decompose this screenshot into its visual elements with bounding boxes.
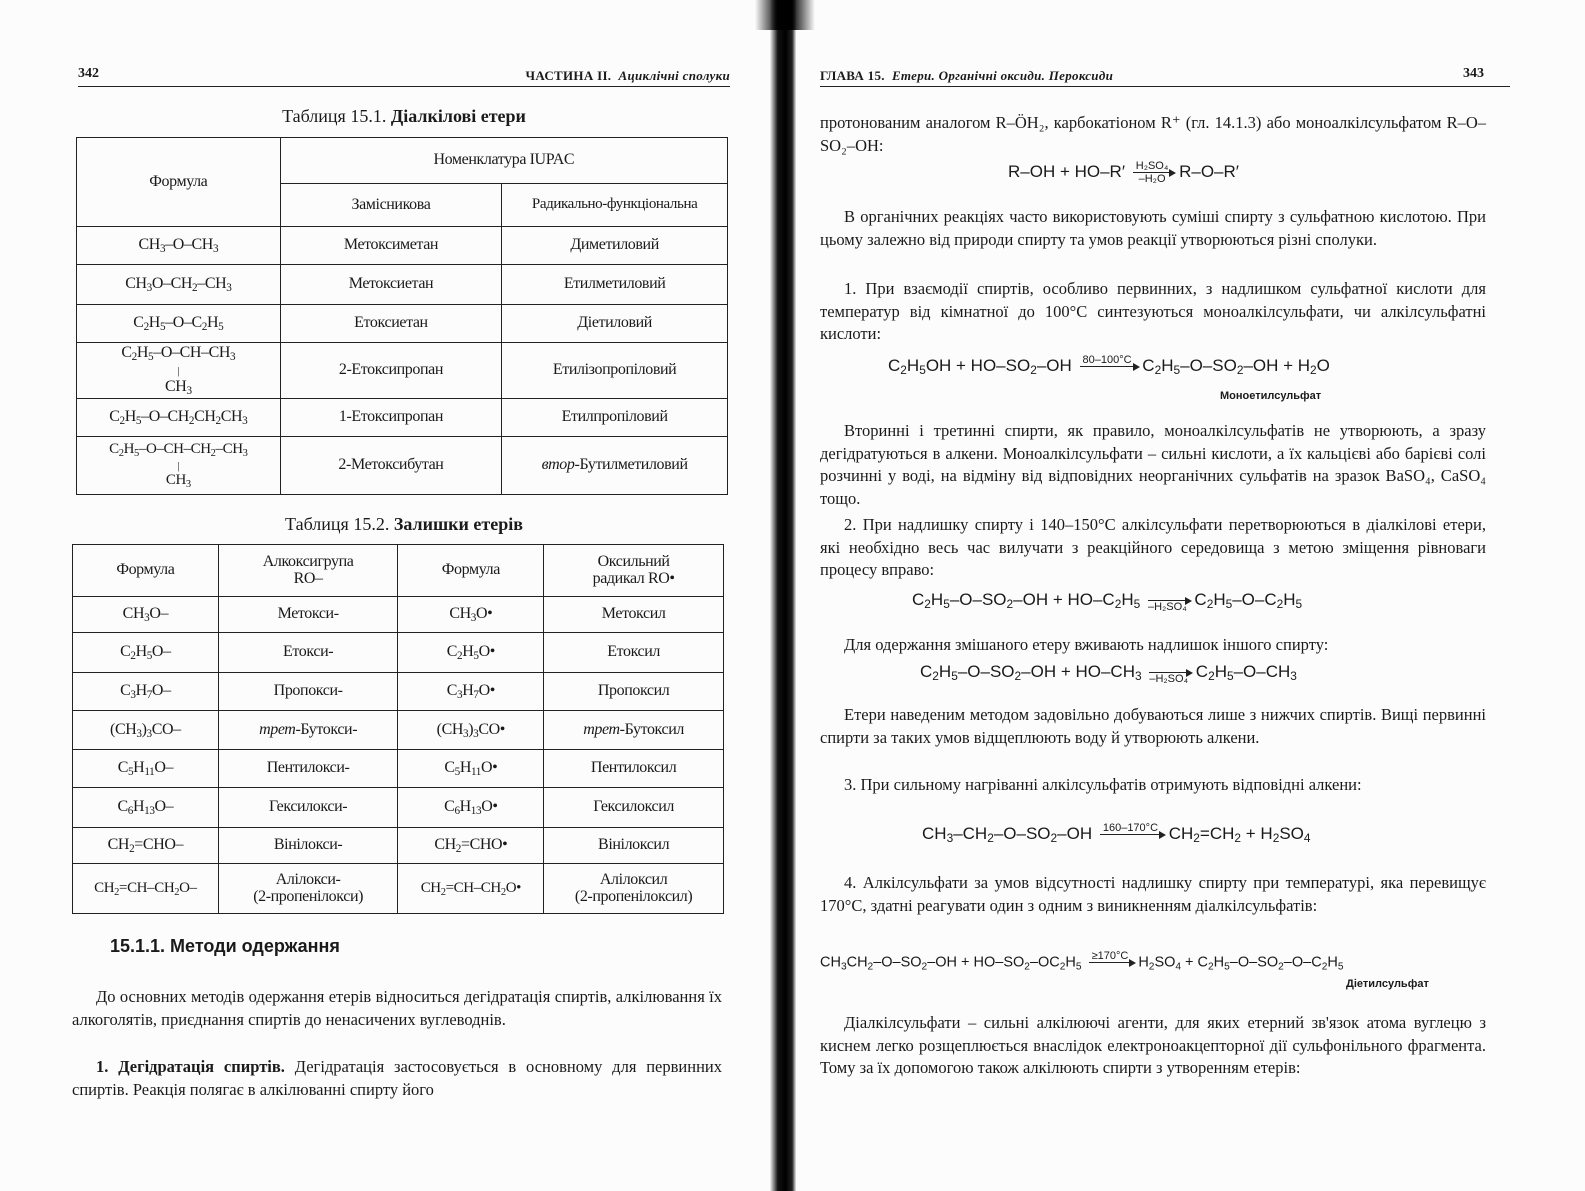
table1-header-substitutive: Замісникова <box>280 184 502 227</box>
table-row <box>77 305 728 343</box>
table-row <box>77 437 728 495</box>
formula-cell: $CH_3O-CH_2-CH_3$ <box>77 265 281 305</box>
radical-cell: Етилізопропіловий <box>502 343 728 399</box>
oxyl-cell: Вінілоксил <box>544 828 724 864</box>
paragraph-intro: протонованим аналогом R–ÖH₂, карбокатіоном R⁺ (гл. 14.1.3) або моноалкілсульфатом R–O–SO₂–OH: <box>820 113 1486 155</box>
formula-cell: $C_3H_7O-$ <box>73 673 219 711</box>
alkoxy-cell: Вінілокси- <box>218 828 398 864</box>
formula-cell: $(CH_3)_3CO•$ <box>398 711 544 750</box>
reaction-arrow: 80–100°С <box>1080 354 1135 379</box>
table-row <box>73 633 724 673</box>
running-head-left <box>78 64 730 87</box>
table-row <box>73 828 724 864</box>
substitutive-cell: Етоксиетан <box>280 305 502 343</box>
alkoxy-cell: Пропокси- <box>218 673 398 711</box>
table-row <box>73 597 724 633</box>
formula-cell: $CH_3O-$ <box>73 597 219 633</box>
oxyl-cell: Алілоксил (2-пропенілоксил) <box>544 864 724 914</box>
formula-cell: $C_2H_5-O-CH_2CH_2CH_3$ <box>77 399 281 437</box>
alkoxy-cell: Пентилокси- <box>218 750 398 788</box>
substitutive-cell: 1-Етоксипропан <box>280 399 502 437</box>
table1-header-nomenclature: Номенклатура IUPAC <box>280 138 727 184</box>
running-head-right <box>820 64 1510 87</box>
oxyl-cell: Пентилоксил <box>544 750 724 788</box>
oxyl-cell: Етоксил <box>544 633 724 673</box>
formula-cell: $C_5H_{11}O•$ <box>398 750 544 788</box>
table-row <box>73 750 724 788</box>
table-row <box>73 788 724 828</box>
oxyl-cell: Пропоксил <box>544 673 724 711</box>
table-ether-residues <box>72 544 724 914</box>
table2-header-formula: Формула <box>73 545 219 597</box>
alkoxy-cell: Гексилокси- <box>218 788 398 828</box>
table2-caption: Таблиця 15.2. Залишки етерів <box>285 514 523 534</box>
substitutive-cell: 2-Метоксибутан <box>280 437 502 495</box>
running-head-title-left: ЧАСТИНА II. Ациклічні сполуки <box>525 68 730 83</box>
oxyl-cell: Гексилоксил <box>544 788 724 828</box>
reaction-arrow: –H₂SO₄ <box>1148 588 1187 613</box>
paragraph-mixed: Для одержання змішаного етеру вживають надлишок іншого спирту: <box>844 635 1329 654</box>
running-head-title-right: ГЛАВА 15. Етери. Органічні оксиди. Пероксиди <box>820 68 1114 83</box>
intro-paragraph: До основних методів одержання етерів відноситься дегідратація спиртів, алкілювання їх алкоголятів, приєднання спиртів до ненасичених вуглеводнів. <box>72 987 722 1029</box>
table1-header-radical: Радикально-функціональна <box>502 184 728 227</box>
equation-5: $CH_3-CH_2-O-SO_2-OH$ 160–170°С $CH_2=CH_2 + H_2SO_4$ <box>922 822 1311 847</box>
right-page <box>800 0 1585 1191</box>
formula-cell: $(CH_3)_3CO-$ <box>73 711 219 750</box>
formula-cell: $C_5H_{11}O-$ <box>73 750 219 788</box>
formula-cell: $CH_2=CHO•$ <box>398 828 544 864</box>
item1-paragraph: 1. Дегідратація спиртів. Дегідратація застосовується в основному для первинних спиртів. Реакція полягає в алкілюванні спирту його <box>72 1057 722 1099</box>
note-monoethylsulfate: Моноетилсульфат <box>1220 390 1322 402</box>
radical-cell: Етилметиловий <box>502 265 728 305</box>
table-row <box>73 711 724 750</box>
paragraph-mix: В органічних реакціях часто використовують суміші спирту з сульфатною кислотою. При цьому залежно від природи спирту та умов реакції утворюються різні сполуки. <box>820 207 1486 249</box>
table2-header-oxyl: Оксильний радикал RO• <box>544 545 724 597</box>
paragraph-dialkyl: Діалкілсульфати – сильні алкілюючі агенти, для яких етерний зв'язок атома вуглецю з киснем легко розщеплюється внаслідок електроноакцепторної дії сульфонільного фрагмента. Тому за їх допомогою також алкілюють спирти з утворенням етерів: <box>820 1013 1486 1077</box>
substitutive-cell: Метоксиетан <box>280 265 502 305</box>
paragraph-2: 2. При надлишку спирту і 140–150°С алкілсульфати перетворюються в діалкілові етери, які необхідно весь час вилучати з реакційного середовища з метою зміщення рівноваги процесу вправо: <box>820 515 1486 579</box>
reaction-arrow: –H₂SO₄ <box>1149 660 1188 685</box>
equation-2: $C_2H_5OH + HO-SO_2-OH$ 80–100°С $C_2H_5-O-SO_2-OH + H_2O$ <box>888 354 1330 379</box>
alkoxy-cell: трет-Бутокси- <box>218 711 398 750</box>
table-row <box>73 673 724 711</box>
formula-cell: $C_6H_{13}O•$ <box>398 788 544 828</box>
formula-cell: $C_2H_5-O-CH-CH_2-CH_3$ | $CH_3$ <box>77 437 281 495</box>
equation-6: $CH_3CH_2-O-SO_2-OH + HO-SO_2-OC_2H_5$ ≥170°С $H_2SO_4 + C_2H_5-O-SO_2-O-C_2H_5$ <box>820 950 1343 975</box>
formula-cell: $C_2H_5O•$ <box>398 633 544 673</box>
table1-header-formula: Формула <box>77 138 281 227</box>
page-number-right: 343 <box>1463 66 1484 81</box>
radical-cell: Диметиловий <box>502 227 728 265</box>
reaction-arrow: 160–170°С <box>1100 822 1161 847</box>
substitutive-cell: 2-Етоксипропан <box>280 343 502 399</box>
equation-4: $C_2H_5-O-SO_2-OH + HO-CH_3$ –H₂SO₄ $C_2H_5-O-CH_3$ <box>920 661 1297 685</box>
page-number-left: 342 <box>78 66 99 81</box>
table-row <box>77 343 728 399</box>
formula-cell: $C_6H_{13}O-$ <box>73 788 219 828</box>
paragraph-4: 4. Алкілсульфати за умов відсутності надлишку спирту при температурі, яка перевищує 170°С, здатні реагувати один з одним з виникненням діалкілсульфатів: <box>820 873 1486 915</box>
reaction-arrow: ≥170°С <box>1089 950 1132 975</box>
paragraph-1: 1. При взаємодії спиртів, особливо первинних, з надлишком сульфатної кислоти для температур від кімнатної до 100°С синтезуються моноалкілсульфати, чи алкілсульфатні кислоти: <box>820 279 1486 343</box>
book-spine <box>770 0 796 1191</box>
equation-3: $C_2H_5-O-SO_2-OH + HO-C_2H_5$ –H₂SO₄ $C_2H_5-O-C_2H_5$ <box>912 589 1303 613</box>
table-row <box>77 265 728 305</box>
table-dialkyl-ethers <box>76 137 728 495</box>
paragraph-higher: Етери наведеним методом задовільно добуваються лише з нижчих спиртів. Вищі первинні спирти за таких умов відщеплюють воду й утворюють алкени. <box>820 705 1486 747</box>
substitutive-cell: Метоксиметан <box>280 227 502 265</box>
formula-cell: $C_2H_5-O-CH-CH_3$ | $CH_3$ <box>77 343 281 399</box>
left-page <box>0 0 770 1191</box>
paragraph-3: 3. При сильному нагріванні алкілсульфатів отримують відповідні алкени: <box>844 775 1362 794</box>
alkoxy-cell: Алілокси- (2-пропенілокси) <box>218 864 398 914</box>
table-row <box>73 864 724 914</box>
oxyl-cell: Метоксил <box>544 597 724 633</box>
table2-header-alkoxy: Алкоксигрупа RO– <box>218 545 398 597</box>
alkoxy-cell: Метокси- <box>218 597 398 633</box>
formula-cell: $C_3H_7O•$ <box>398 673 544 711</box>
formula-cell: $CH_3-O-CH_3$ <box>77 227 281 265</box>
radical-cell: втор-Бутилметиловий <box>502 437 728 495</box>
radical-cell: Діетиловий <box>502 305 728 343</box>
equation-1: R–OH + HO–R′ $\frac{\text{H₂SO₄}}{\text{–H₂O}}$ R–O–R′ <box>1008 160 1239 185</box>
table2-header-formula2: Формула <box>398 545 544 597</box>
reaction-arrow: $\frac{\text{H₂SO₄}}{\text{–H₂O}}$ <box>1133 160 1172 185</box>
table1-caption: Таблиця 15.1. Діалкілові етери <box>282 106 526 126</box>
formula-cell: $C_2H_5-O-C_2H_5$ <box>77 305 281 343</box>
formula-cell: $CH_2=CH-CH_2O•$ <box>398 864 544 914</box>
oxyl-cell: трет-Бутоксил <box>544 711 724 750</box>
section-heading: 15.1.1. Методи одержання <box>110 936 340 956</box>
table-row <box>77 399 728 437</box>
table-row <box>77 227 728 265</box>
formula-cell: $CH_2=CH-CH_2O-$ <box>73 864 219 914</box>
formula-cell: $CH_2=CHO-$ <box>73 828 219 864</box>
formula-cell: $CH_3O•$ <box>398 597 544 633</box>
formula-cell: $C_2H_5O-$ <box>73 633 219 673</box>
paragraph-secondary: Вторинні і третинні спирти, як правило, моноалкілсульфатів не утворюють, а зразу дегідратуються в алкени. Моноалкілсульфати – сильні кислоти, а їх кальцієві або барієві солі розчинні у воді, на відміну від відповідних неорганічних сульфатів на зразок BaSO₄, CaSO₄ тощо. <box>820 421 1486 508</box>
alkoxy-cell: Етокси- <box>218 633 398 673</box>
radical-cell: Етилпропіловий <box>502 399 728 437</box>
note-diethylsulfate: Діетилсульфат <box>1346 978 1429 990</box>
